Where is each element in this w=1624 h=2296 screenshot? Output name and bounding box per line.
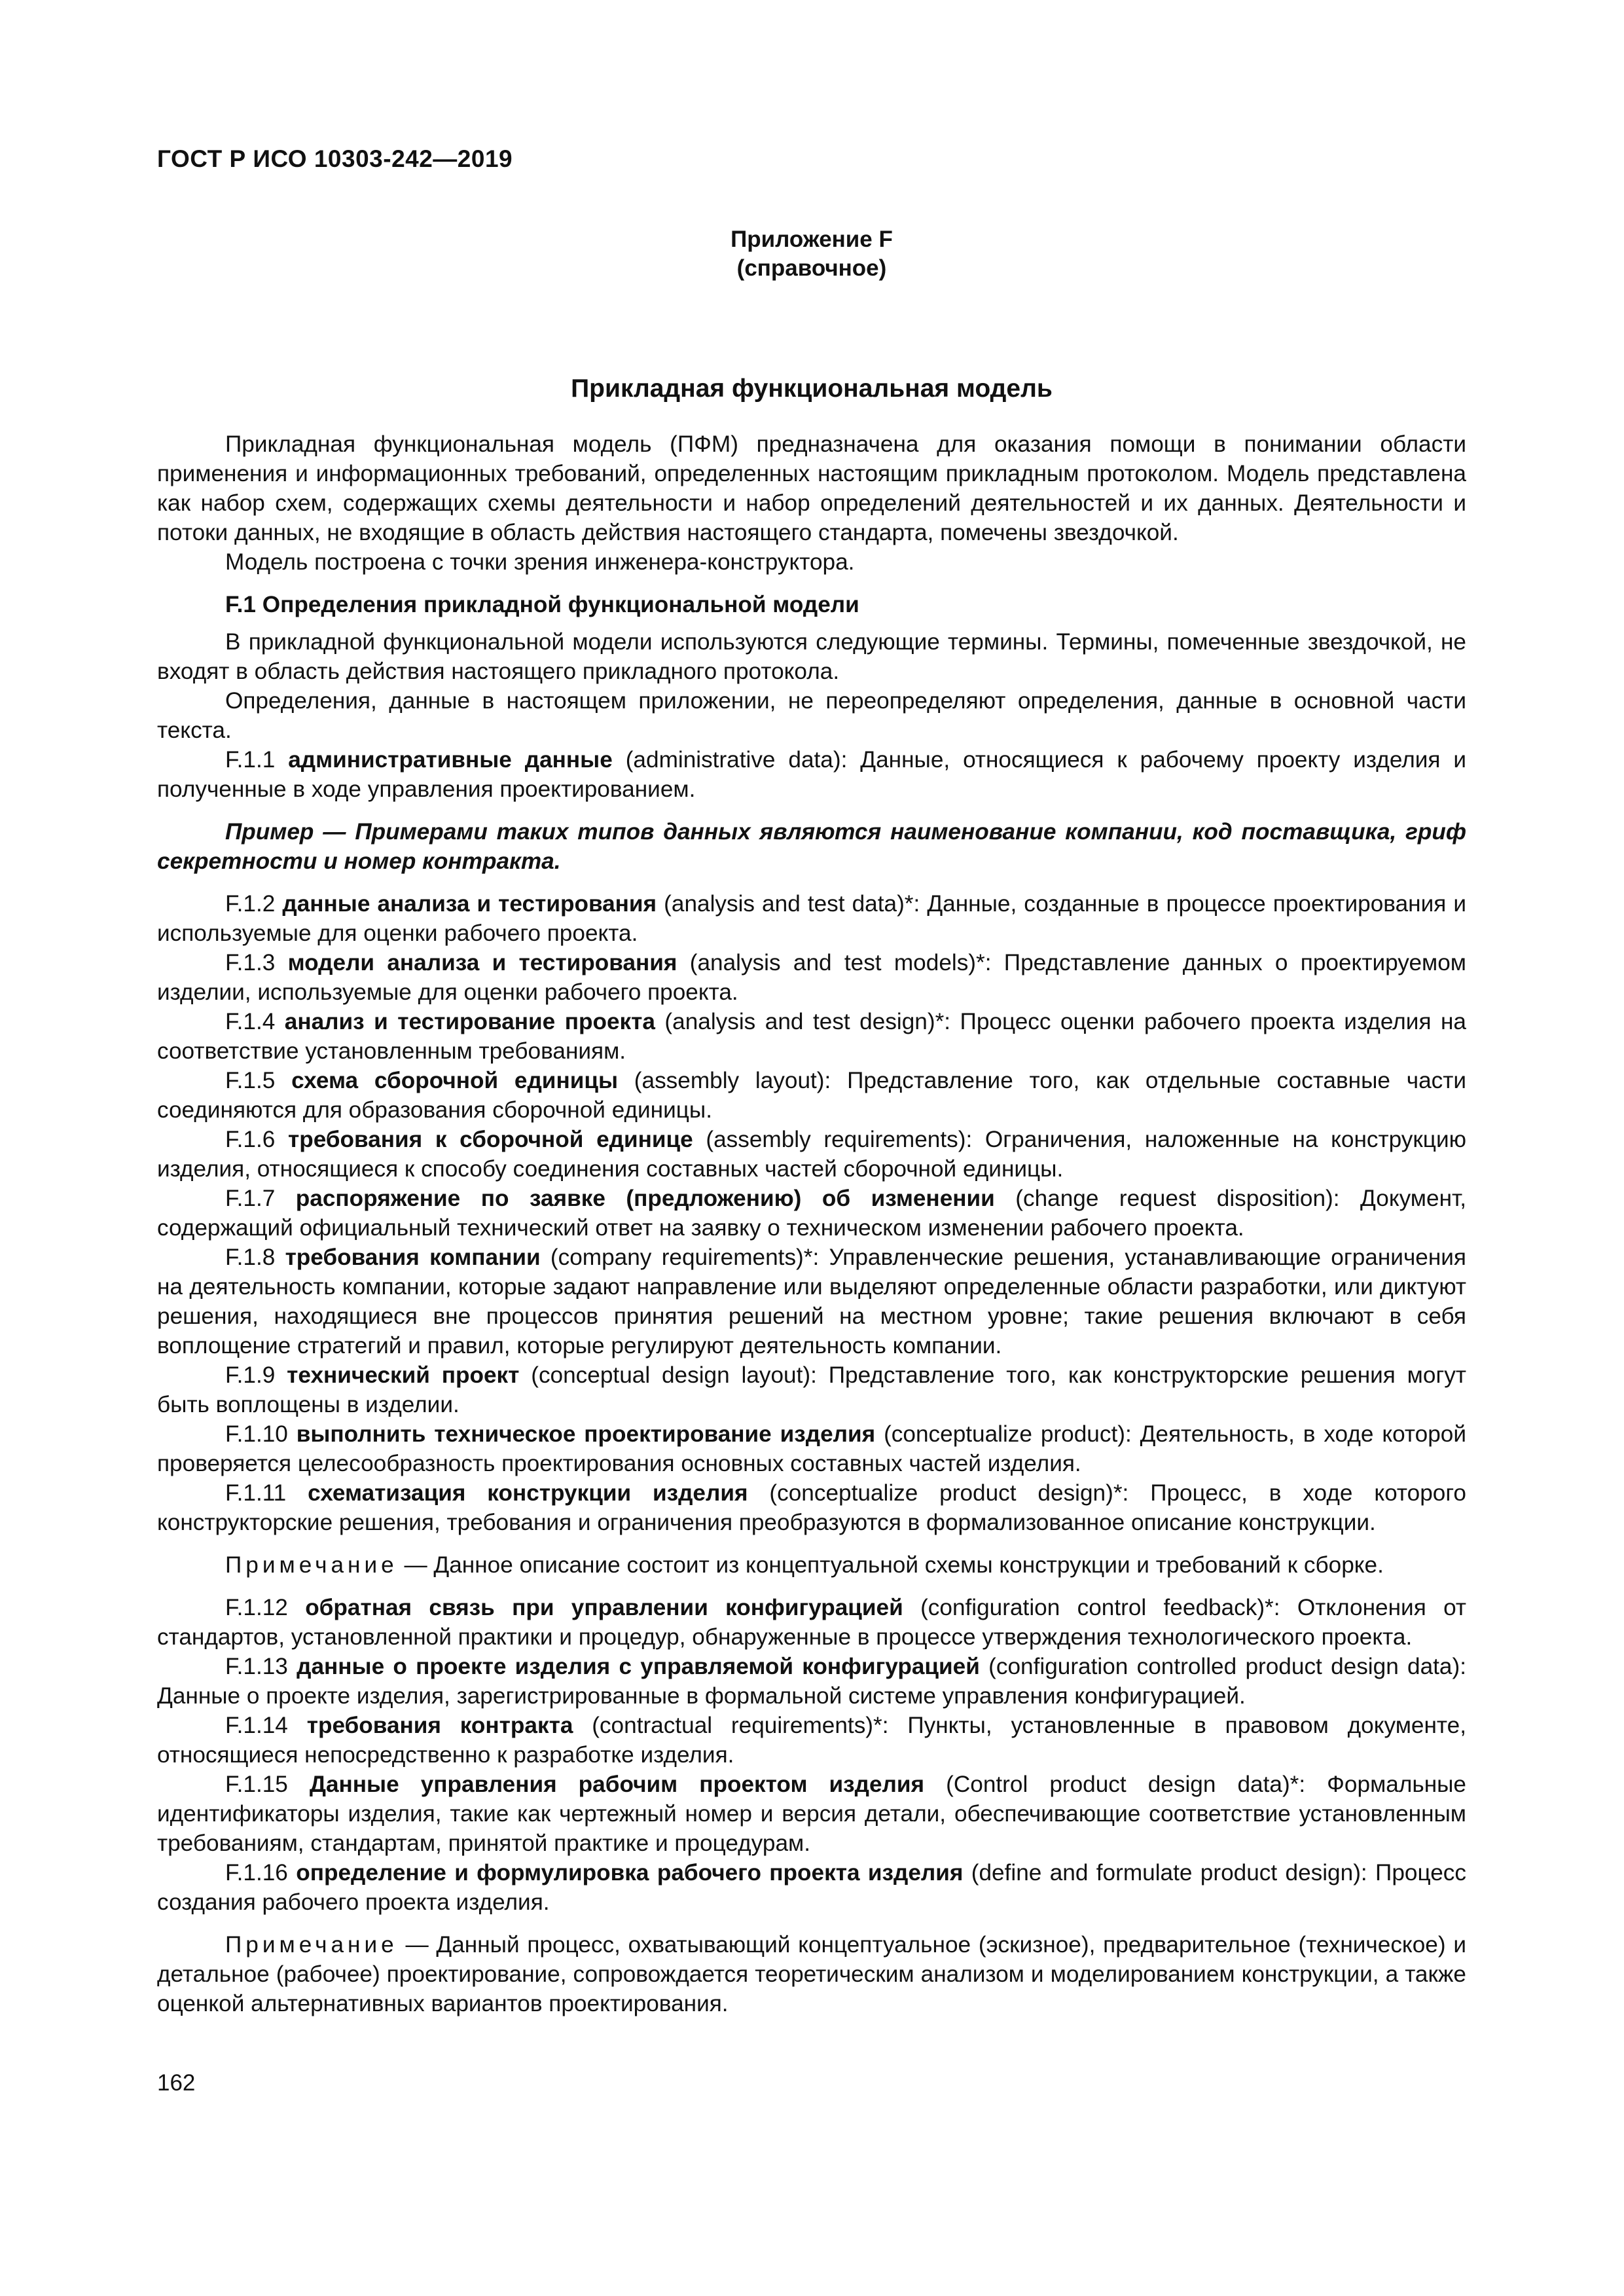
term-text: (contractual requirements)*: Пункты, установленные в правовом документе, относящиеся непосредственно к разработке изделия. — [157, 1713, 1466, 1768]
term-text: (assembly layout): Представление того, как отдельные составные части соединяются для образования сборочной единицы. — [157, 1068, 1467, 1123]
term-name: определение и формулировка рабочего проекта изделия — [296, 1860, 964, 1886]
term-number: F.1.3 — [225, 950, 288, 975]
term-number: F.1.10 — [225, 1421, 297, 1447]
term-text: (administrative data): Данные, относящиеся к рабочему проекту изделия и полученные в ходе управления проектированием. — [157, 747, 1467, 802]
term-text: (assembly requirements): Ограничения, наложенные на конструкцию изделия, относящиеся к способу соединения составных частей сборочной единицы. — [157, 1127, 1466, 1182]
term-name: анализ и тестирование проекта — [284, 1009, 655, 1034]
note-text: — Данное описание состоит из концептуальной схемы конструкции и требований к сборке. — [397, 1552, 1384, 1578]
term-definition — [157, 1360, 1466, 1419]
term-definition — [157, 1593, 1466, 1652]
term-name: данные о проекте изделия с управляемой конфигурацией — [297, 1654, 980, 1679]
term-definition — [157, 1858, 1466, 1917]
note — [157, 1930, 1466, 2018]
term-number: F.1.1 — [225, 747, 289, 773]
term-text: (conceptualize product design)*: Процесс, в ходе которого конструкторские решения, требования и ограничения преобразуются в формализованное описание конструкции. — [157, 1480, 1466, 1535]
page-title: Прикладная функциональная модель — [571, 374, 1053, 403]
term-number: F.1.13 — [225, 1654, 297, 1679]
term-text: (Control product design data)*: Формальные идентификаторы изделия, такие как чертежный номер и версия детали, обеспечивающие соответствие установленным требованиям, стандартам, принятой практике и процедурам. — [157, 1772, 1466, 1856]
term-text: (change request disposition): Документ, содержащий официальный технический ответ на заявку о техническом изменении рабочего проекта. — [157, 1186, 1466, 1241]
term-name: модели анализа и тестирования — [287, 950, 677, 975]
term-name: требования к сборочной единице — [287, 1127, 693, 1152]
term-name: технический проект — [287, 1362, 520, 1388]
term-name: схематизация конструкции изделия — [308, 1480, 748, 1506]
term-number: F.1.4 — [225, 1009, 285, 1034]
term-definition — [157, 1711, 1466, 1770]
term-name: схема сборочной единицы — [291, 1068, 619, 1093]
term-name: Данные управления рабочим проектом изделия — [309, 1772, 925, 1797]
term-text: (analysis and test data)*: Данные, созданные в процессе проектирования и используемые для оценки рабочего проекта. — [157, 891, 1466, 946]
term-text: (conceptual design layout): Представление того, как конструкторские решения могут быть воплощены в изделии. — [157, 1362, 1466, 1417]
note-label: Примечание — [225, 1552, 398, 1578]
term-name: данные анализа и тестирования — [282, 891, 657, 917]
term-definition — [157, 1419, 1466, 1478]
term-number: F.1.12 — [225, 1595, 306, 1620]
term-definition — [157, 889, 1466, 948]
term-name: требования контракта — [306, 1713, 573, 1738]
term-definition — [157, 948, 1466, 1007]
term-number: F.1.11 — [225, 1480, 308, 1506]
term-number: F.1.14 — [225, 1713, 307, 1738]
term-text: (analysis and test models)*: Представление данных о проектируемом изделии, используемые для оценки рабочего проекта. — [157, 950, 1466, 1005]
intro-paragraph: Модель построена с точки зрения инженера-конструктора. — [225, 549, 855, 575]
page-number: 162 — [157, 2070, 196, 2096]
term-text: (conceptualize product): Деятельность, в ходе которой проверяется целесообразность проектирования основных составных частей изделия. — [157, 1421, 1466, 1476]
term-name: распоряжение по заявке (предложению) об изменении — [295, 1186, 995, 1211]
term-definition — [157, 1770, 1466, 1858]
term-number: F.1.2 — [225, 891, 283, 917]
term-number: F.1.5 — [225, 1068, 292, 1093]
term-name: требования компании — [285, 1245, 541, 1270]
term-name: административные данные — [288, 747, 613, 773]
note — [157, 1550, 1466, 1580]
section-paragraph: Определения, данные в настоящем приложении, не переопределяют определения, данные в основной части текста. — [157, 688, 1466, 743]
term-number: F.1.9 — [225, 1362, 287, 1388]
document-body — [157, 429, 1466, 2018]
term-definition — [157, 1652, 1466, 1711]
term-definition — [157, 1243, 1466, 1360]
appendix-kind: (справочное) — [736, 255, 887, 281]
term-text: (analysis and test design)*: Процесс оценки рабочего проекта изделия на соответствие установленным требованиям. — [157, 1009, 1466, 1064]
term-definition — [157, 1478, 1466, 1537]
note-text: — Данный процесс, охватывающий концептуальное (эскизное), предварительное (техническое) и детальное (рабочее) проектирование, сопровождается теоретическим анализом и моделированием конструкции, а также оценкой альтернативных вариантов проектирования. — [157, 1932, 1466, 2016]
intro-paragraph: Прикладная функциональная модель (ПФМ) предназначена для оказания помощи в понимании области применения и информационных требований, определенных настоящим прикладным протоколом. Модель представлена как набор схем, содержащих схемы деятельности и набор определений деятельностей и их данных. Деятельности и потоки данных, не входящие в область действия настоящего стандарта, помечены звездочкой. — [157, 431, 1466, 545]
term-definition — [157, 745, 1466, 804]
example-text: Пример — Примерами таких типов данных являются наименование компании, код поставщика, гриф секретности и номер контракта. — [157, 819, 1466, 874]
term-number: F.1.6 — [225, 1127, 288, 1152]
appendix-label: Приложение F — [731, 227, 893, 252]
term-name: обратная связь при управлении конфигурацией — [305, 1595, 903, 1620]
term-number: F.1.15 — [225, 1772, 310, 1797]
term-text: (company requirements)*: Управленческие решения, устанавливающие ограничения на деятельность компании, которые задают направление или выделяют определенные области разработки, или диктуют решения, находящиеся вне процессов принятия решений на местном уровне; такие решения включают в себя воплощение стратегий и правил, которые регулируют деятельность компании. — [157, 1245, 1466, 1358]
term-definition — [157, 1125, 1466, 1184]
term-number: F.1.7 — [225, 1186, 296, 1211]
term-text: (define and formulate product design): Процесс создания рабочего проекта изделия. — [157, 1860, 1466, 1915]
document-header: ГОСТ Р ИСО 10303-242—2019 — [157, 145, 513, 172]
term-text: (configuration control feedback)*: Отклонения от стандартов, установленной практики и процедур, обнаруженные в процессе утверждения технологического проекта. — [157, 1595, 1466, 1650]
term-definition — [157, 1007, 1466, 1066]
term-definition — [157, 1066, 1466, 1125]
section-heading: F.1 Определения прикладной функциональной модели — [225, 592, 859, 617]
term-definition — [157, 1184, 1466, 1243]
term-name: выполнить техническое проектирование изделия — [296, 1421, 876, 1447]
section-paragraph: В прикладной функциональной модели используются следующие термины. Термины, помеченные звездочкой, не входят в область действия настоящего прикладного протокола. — [157, 629, 1466, 684]
note-label: Примечание — [225, 1932, 398, 1958]
term-number: F.1.16 — [225, 1860, 297, 1886]
term-text: (configuration controlled product design data): Данные о проекте изделия, зарегистрированные в формальной системе управления конфигурацией. — [157, 1654, 1466, 1709]
term-number: F.1.8 — [225, 1245, 285, 1270]
